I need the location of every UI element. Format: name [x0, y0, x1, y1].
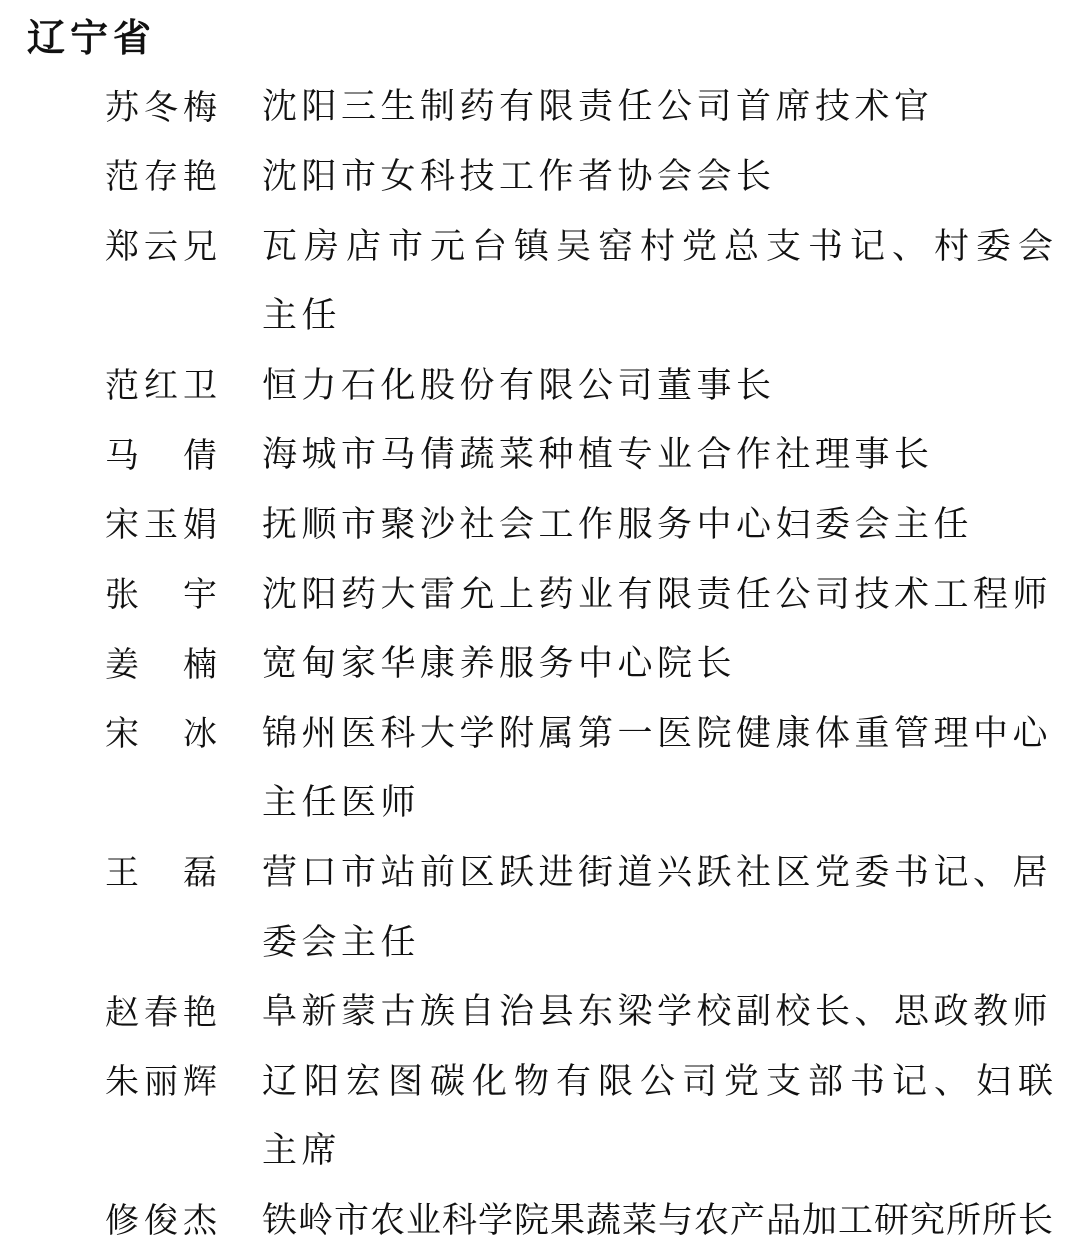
laureate-row [0, 835, 1080, 974]
laureate-row [0, 1044, 1080, 1183]
position-line: 锦州医科大学附属第一医院健康体重管理中心 [262, 713, 1053, 753]
position-line: 铁岭市农业科学院果蔬菜与农产品加工研究所所长 [262, 1200, 1055, 1240]
laureate-row [0, 696, 1080, 835]
position-line: 主任 [262, 296, 342, 336]
laureate-row [0, 418, 1080, 488]
person-name: 王 磊 [105, 855, 217, 893]
person-name: 修 俊 杰 [105, 1203, 217, 1241]
person-name: 朱 丽 辉 [105, 1064, 217, 1102]
laureate-row [0, 209, 1080, 348]
laureate-row [0, 487, 1080, 557]
laureate-row [0, 70, 1080, 140]
person-name: 宋 冰 [105, 716, 217, 754]
position-line: 沈阳市女科技工作者协会会长 [262, 156, 776, 196]
laureate-row [0, 1183, 1080, 1253]
position-line: 主席 [262, 1131, 342, 1171]
position-line: 沈阳三生制药有限责任公司首席技术官 [262, 87, 934, 127]
position-line: 宽甸家华康养服务中心院长 [262, 644, 737, 684]
person-position [262, 487, 1068, 557]
laureate-row [0, 626, 1080, 696]
person-position [262, 1044, 1068, 1183]
person-position [262, 557, 1068, 627]
position-line: 沈阳药大雷允上药业有限责任公司技术工程师 [262, 574, 1053, 614]
laureate-row [0, 557, 1080, 627]
person-name: 张 宇 [105, 577, 217, 615]
position-line: 瓦房店市元台镇吴窑村党总支书记、村委会 [262, 226, 1061, 266]
person-position [262, 70, 1068, 140]
person-name: 范 存 艳 [105, 159, 217, 197]
position-line: 海城市马倩蔬菜种植专业合作社理事长 [262, 435, 934, 475]
person-name: 宋 玉 娟 [105, 507, 217, 545]
person-position [262, 626, 1068, 696]
person-name: 郑 云 兄 [105, 229, 217, 267]
position-line: 辽阳宏图碳化物有限公司党支部书记、妇联 [262, 1061, 1061, 1101]
position-line: 营口市站前区跃进街道兴跃社区党委书记、居 [262, 852, 1053, 892]
position-line: 委会主任 [262, 922, 421, 962]
person-position [262, 139, 1068, 209]
person-position [262, 974, 1068, 1044]
province-header: 辽宁省 [27, 18, 157, 61]
person-position [262, 209, 1068, 348]
person-name: 马 倩 [105, 437, 217, 475]
person-name: 姜 楠 [105, 646, 217, 684]
person-position [262, 418, 1068, 488]
person-name: 范 红 卫 [105, 368, 217, 406]
laureate-row [0, 348, 1080, 418]
position-line: 阜新蒙古族自治县东梁学校副校长、思政教师 [262, 992, 1053, 1032]
person-name: 苏 冬 梅 [105, 89, 217, 127]
person-position [262, 835, 1068, 974]
laureate-row [0, 139, 1080, 209]
laureate-row [0, 974, 1080, 1044]
person-position [262, 696, 1068, 835]
person-position [262, 1183, 1068, 1253]
position-line: 恒力石化股份有限公司董事长 [262, 365, 776, 405]
person-position [262, 348, 1068, 418]
person-name: 赵 春 艳 [105, 994, 217, 1032]
position-line: 主任医师 [262, 783, 421, 823]
position-line: 抚顺市聚沙社会工作服务中心妇委会主任 [262, 504, 974, 544]
